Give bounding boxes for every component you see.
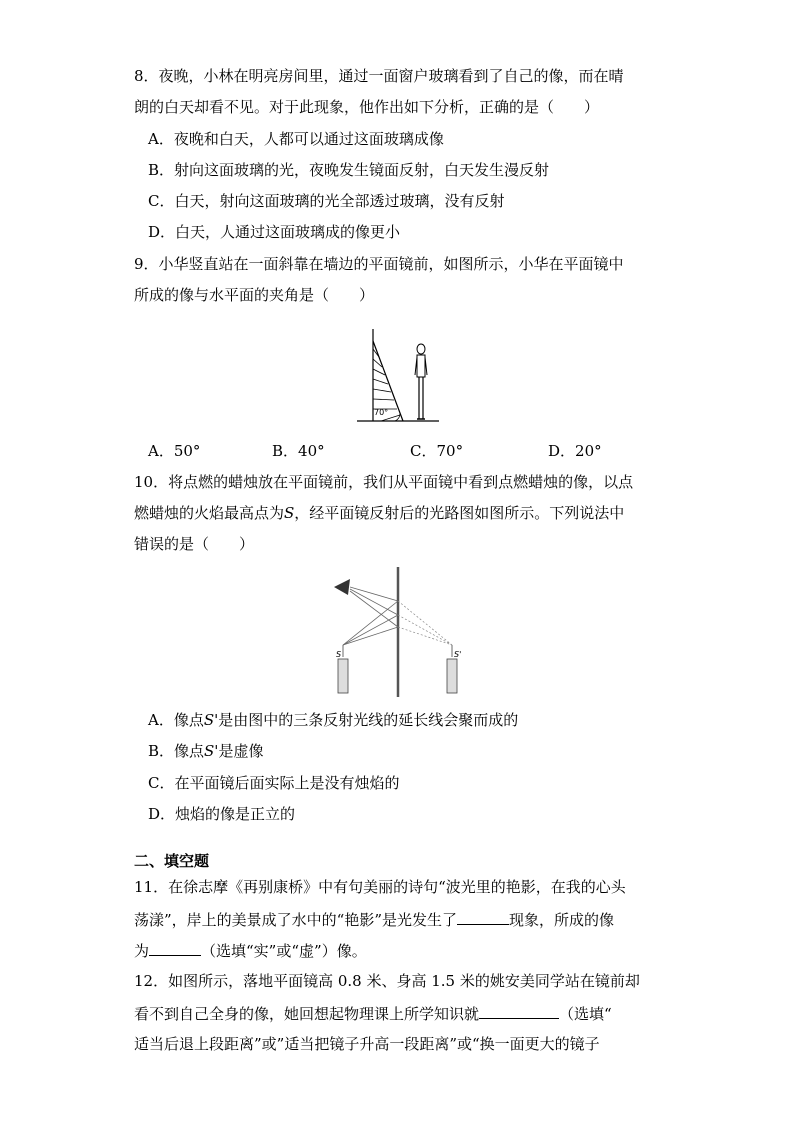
q11-stem-line3: 为 （选填“实”或“虚”）像。 [134,939,367,961]
q8-option-d: D．白天，人通过这面玻璃成的像更小 [148,223,401,241]
q10-stem-line2: 燃蜡烛的火焰最高点为S，经平面镜反射后的光路图如图所示。下列说法中 [134,504,625,522]
q12-blank-1[interactable] [479,1002,559,1019]
q8-option-c: C．白天，射向这面玻璃的光全部透过玻璃，没有反射 [148,192,505,210]
q10-option-a: A．像点S'是由图中的三条反射光线的延长线会聚而成的 [148,711,519,729]
q11-stem-line2: 荡漾”，岸上的美景成了水中的“艳影”是光发生了 现象，所成的像 [134,908,614,930]
q9-option-b: B．40° [272,442,325,460]
q10-stem-line1: 10．将点燃的蜡烛放在平面镜前，我们从平面镜中看到点燃蜡烛的像，以点 [134,473,634,491]
eye-icon [334,579,350,595]
q10-stem-line3: 错误的是（ ） [134,535,255,553]
label-s: S [336,650,342,659]
q9-figure-mirror-diagram [355,327,441,425]
q12-stem-line2: 看不到自己全身的像，她回想起物理课上所学知识就 （选填“ [134,1002,612,1024]
q8-option-a: A．夜晚和白天，人都可以通过这面玻璃成像 [148,130,444,148]
q10-option-d: D．烛焰的像是正立的 [148,805,296,823]
q11-blank-2[interactable] [149,939,201,956]
incident-rays [343,601,398,645]
virtual-extensions [398,601,452,645]
q8-option-b: B．射向这面玻璃的光，夜晚发生镜面反射，白天发生漫反射 [148,161,550,179]
q11-blank-1[interactable] [457,908,509,925]
q9-stem-line2: 所成的像与水平面的夹角是（ ） [134,286,375,304]
person-figure [415,344,427,419]
q9-stem-line1: 9．小华竖直站在一面斜靠在墙边的平面镜前，如图所示，小华在平面镜中 [134,255,624,273]
q8-stem-line2: 朗的白天却看不见。对于此现象，他作出如下分析，正确的是（ ） [134,98,600,116]
angle-arc [395,413,400,421]
section-title-fill-blank: 二、填空题 [134,852,210,870]
q8-stem-line1: 8．夜晚，小林在明亮房间里，通过一面窗户玻璃看到了自己的像，而在晴 [134,67,624,85]
q9-option-a: A．50° [148,442,201,460]
q12-stem-line1: 12．如图所示，落地平面镜高 0.8 米、身高 1.5 米的姚安美同学站在镜前却 [134,972,640,990]
angle-label: 70° [374,408,389,417]
q9-option-c: C．70° [410,442,464,460]
q10-option-c: C．在平面镜后面实际上是没有烛焰的 [148,774,400,792]
q9-option-d: D．20° [548,442,602,460]
q9-options-row [148,440,668,460]
q10-figure-light-path [328,565,468,700]
q11-stem-line1: 11．在徐志摩《再别康桥》中有句美丽的诗句“波光里的艳影，在我的心头 [134,878,626,896]
q10-option-b: B．像点S'是虚像 [148,742,264,760]
q12-stem-line3: 适当后退上段距离”或”适当把镜子升高一段距离”或“换一面更大的镜子 [134,1035,600,1053]
label-s-prime: S' [454,650,462,659]
